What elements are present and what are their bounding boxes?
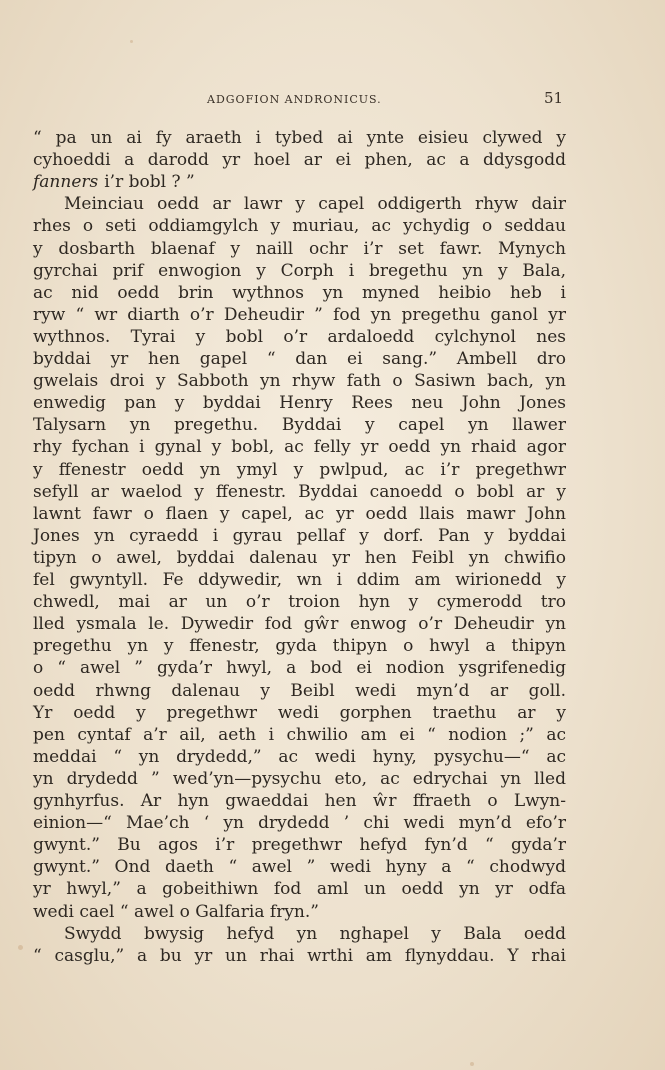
text-line-content: sefyll ar waelod y ffenestr. Byddai canoedd o bobl ar y xyxy=(33,481,566,502)
text-line xyxy=(0,746,665,770)
text-line xyxy=(0,702,665,726)
text-line xyxy=(0,635,665,659)
text-line xyxy=(0,436,665,460)
text-line-content: “ pa un ai fy araeth i tybed ai ynte eisieu clywed y xyxy=(33,128,566,148)
text-line-content: Talysarn yn pregethu. Byddai y capel yn llawer xyxy=(33,415,566,436)
text-line-content: wedi cael “ awel o Galfaria fryn.” xyxy=(33,901,319,922)
text-line xyxy=(0,127,665,151)
page-number: 51 xyxy=(544,89,564,107)
text-line-content: o “ awel ” gyda’r hwyl, a bod ei nodion ysgrifenedig xyxy=(33,658,566,679)
text-line xyxy=(0,525,665,549)
text-line xyxy=(0,923,665,947)
text-line-content: pen cyntaf a’r ail, aeth i chwilio am ei “ nodion ;” ac xyxy=(33,724,566,745)
text-line xyxy=(0,481,665,505)
text-line xyxy=(0,260,665,284)
italic-word: fanners xyxy=(33,172,99,193)
text-line-content: ryw “ wr diarth o’r Deheudir ” fod yn pregethu ganol yr xyxy=(33,304,566,325)
text-line xyxy=(0,680,665,704)
text-line xyxy=(0,657,665,681)
text-line xyxy=(0,812,665,836)
text-line-content: cyhoeddi a darodd yr hoel ar ei phen, ac a ddysgodd xyxy=(33,150,566,171)
text-line-content: pregethu yn y ffenestr, gyda thipyn o hwyl a thipyn xyxy=(33,636,566,657)
text-line-content: oedd rhwng dalenau y Beibl wedi myn’d ar goll. xyxy=(33,680,566,701)
text-line-content: Yr oedd y pregethwr wedi gorphen traethu ar y xyxy=(33,702,566,723)
text-line-content: y ffenestr oedd yn ymyl y pwlpud, ac i’r pregethwr xyxy=(33,459,566,480)
text-line-content: chwedl, mai ar un o’r troion hyn y cymerodd tro xyxy=(33,592,566,613)
text-line xyxy=(0,370,665,394)
text-line-content: ac nid oedd brin wythnos yn myned heibio heb i xyxy=(33,282,566,303)
text-line-content: byddai yr hen gapel “ dan ei sang.” Ambell dro xyxy=(33,349,566,369)
text-line xyxy=(0,878,665,902)
text-line-content: rhes o seti oddiamgylch y muriau, ac ychydig o seddau xyxy=(33,216,566,237)
text-line xyxy=(0,282,665,306)
text-line-content: gwelais droi y Sabboth yn rhyw fath o Sasiwn bach, yn xyxy=(33,371,566,392)
text-line-content: Swydd bwysig hefyd yn nghapel y Bala oedd xyxy=(64,923,566,944)
running-head-title: ADGOFION ANDRONICUS. xyxy=(207,93,382,106)
text-line xyxy=(0,414,665,438)
text-line-content: einion—“ Mae’ch ‘ yn drydedd ’ chi wedi myn’d efo’r xyxy=(33,813,566,834)
text-line xyxy=(0,547,665,571)
text-line xyxy=(0,790,665,814)
text-line xyxy=(0,348,665,372)
text-line xyxy=(0,945,665,969)
text-line-content: enwedig pan y byddai Henry Rees neu John Jones xyxy=(33,393,566,414)
text-line xyxy=(0,613,665,637)
text-line xyxy=(0,193,665,217)
text-line xyxy=(0,569,665,593)
text-line-content: lawnt fawr o flaen y capel, ac yr oedd llais mawr John xyxy=(33,503,566,524)
text-line-content: gyrchai prif enwogion y Corph i bregethu yn y Bala, xyxy=(33,260,566,281)
text-line-content: fel gwyntyll. Fe ddywedir, wn i ddim am wirionedd y xyxy=(33,570,566,590)
text-line xyxy=(0,304,665,328)
text-line-content: gynhyrfus. Ar hyn gwaeddai hen ŵr ffraeth o Lwyn- xyxy=(33,791,566,811)
text-line xyxy=(0,503,665,527)
text-line-content: Jones yn cyraedd i gyrau pellaf y dorf. Pan y byddai xyxy=(33,525,566,546)
text-line xyxy=(0,392,665,416)
text-line-content: gwynt.” Bu agos i’r pregethwr hefyd fyn’d “ gyda’r xyxy=(33,835,566,856)
text-line-content: y dosbarth blaenaf y naill ochr i’r set fawr. Mynych xyxy=(33,238,566,259)
text-line xyxy=(0,326,665,350)
text-line xyxy=(0,724,665,748)
text-line-content: rhy fychan i gynal y bobl, ac felly yr oedd yn rhaid agor xyxy=(33,437,566,458)
text-line xyxy=(0,591,665,615)
text-line-content: tipyn o awel, byddai dalenau yr hen Feibl yn chwifio xyxy=(33,547,566,568)
text-line xyxy=(0,901,665,925)
text-line-content: Meinciau oedd ar lawr y capel oddigerth rhyw dair xyxy=(64,194,566,215)
text-line-content: i’r bobl ? ” xyxy=(104,172,195,193)
text-line-content: “ casglu,” a bu yr un rhai wrthi am flynyddau. Y rhai xyxy=(33,945,566,966)
text-line-content: meddai “ yn drydedd,” ac wedi hyny, pysychu—“ ac xyxy=(33,746,566,767)
text-line-content: lled ysmala le. Dywedir fod gŵr enwog o’r Deheudir yn xyxy=(33,614,566,635)
text-line-content: yn drydedd ” wed’yn—pysychu eto, ac edrychai yn lled xyxy=(33,768,566,789)
text-line xyxy=(0,459,665,483)
text-line xyxy=(0,149,665,173)
text-line xyxy=(0,215,665,239)
text-line xyxy=(0,856,665,880)
text-line xyxy=(0,171,665,195)
text-line xyxy=(0,238,665,262)
text-line-content: gwynt.” Ond daeth “ awel ” wedi hyny a “ chodwyd xyxy=(33,857,566,878)
text-line xyxy=(0,768,665,792)
text-line xyxy=(0,834,665,858)
text-line-content: yr hwyl,” a gobeithiwn fod aml un oedd yn yr odfa xyxy=(33,879,566,900)
text-line-content: wythnos. Tyrai y bobl o’r ardaloedd cylchynol nes xyxy=(33,326,566,347)
